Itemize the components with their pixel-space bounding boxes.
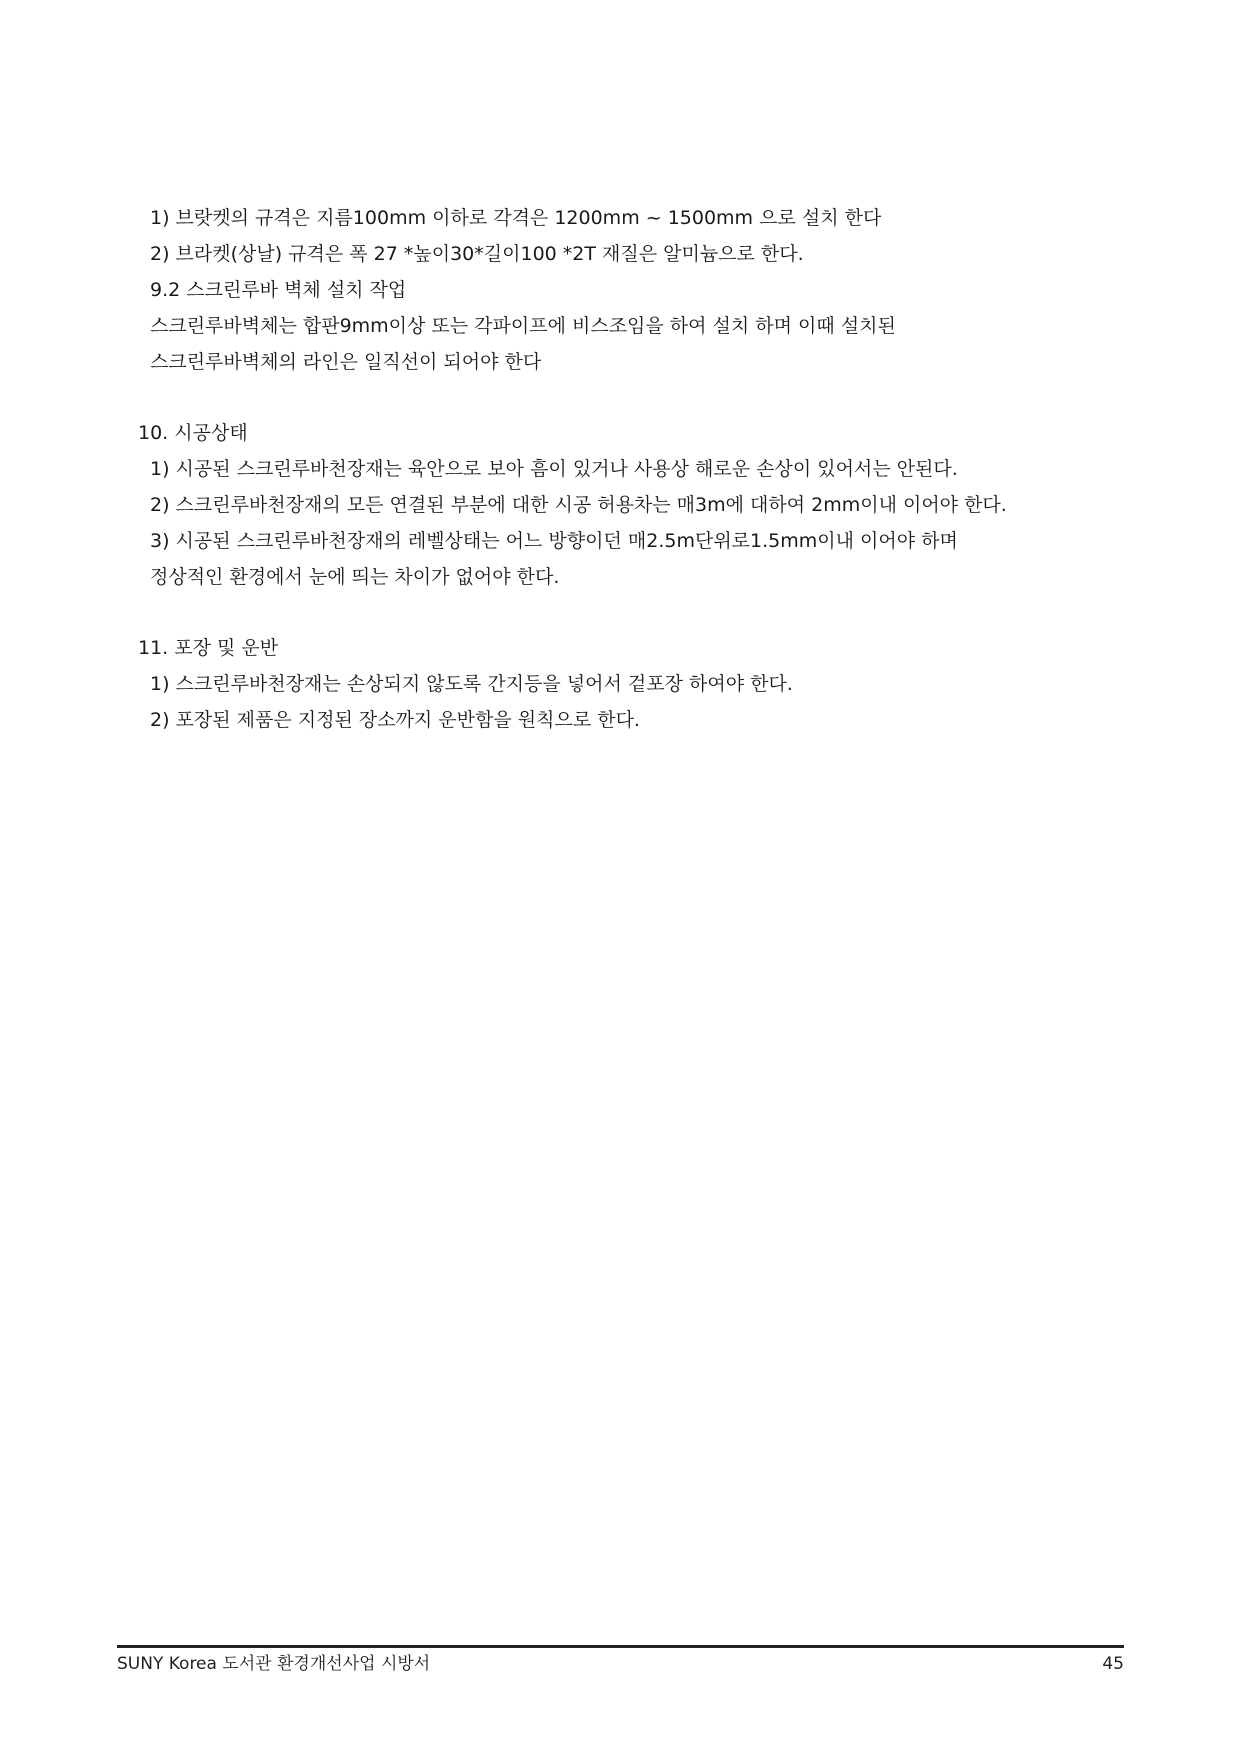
spec-item-bracket-material: 2) 브라켓(상날) 규격은 폭 27 *높이30*길이100 *2T 재질은 알미늄으로 한다. — [150, 243, 804, 265]
paragraph-line: 스크린루바벽체는 합판9mm이상 또는 각파이프에 비스조임을 하여 설치 하며 이때 설치된 — [150, 315, 896, 337]
footer-page-number: 45 — [1102, 1654, 1124, 1674]
spec-item-bracket-size: 1) 브랏켓의 규격은 지름100mm 이하로 각격은 1200mm ~ 1500mm 으로 설치 한다 — [150, 207, 882, 229]
paragraph-line: 스크린루바벽체의 라인은 일직선이 되어야 한다 — [150, 351, 542, 373]
section-heading-10: 10. 시공상태 — [138, 422, 248, 444]
footer-document-title: SUNY Korea 도서관 환경개선사업 시방서 — [117, 1654, 431, 1674]
subsection-heading-9-2: 9.2 스크린루바 벽체 설치 작업 — [150, 279, 407, 301]
section-heading-11: 11. 포장 및 운반 — [138, 637, 279, 659]
list-item-continuation: 정상적인 환경에서 눈에 띄는 차이가 없어야 한다. — [150, 566, 560, 588]
list-item: 1) 스크린루바천장재는 손상되지 않도록 간지등을 넣어서 겉포장 하여야 한다. — [150, 673, 793, 695]
list-item: 1) 시공된 스크린루바천장재는 육안으로 보아 흠이 있거나 사용상 해로운 손상이 있어서는 안된다. — [150, 458, 958, 480]
list-item: 2) 스크린루바천장재의 모든 연결된 부분에 대한 시공 허용차는 매3m에 대하여 2mm이내 이어야 한다. — [150, 494, 1007, 516]
list-item: 3) 시공된 스크린루바천장재의 레벨상태는 어느 방향이던 매2.5m단위로1.5mm이내 이어야 하며 — [150, 530, 958, 552]
list-item: 2) 포장된 제품은 지정된 장소까지 운반함을 원칙으로 한다. — [150, 709, 640, 731]
footer-divider — [117, 1645, 1124, 1648]
